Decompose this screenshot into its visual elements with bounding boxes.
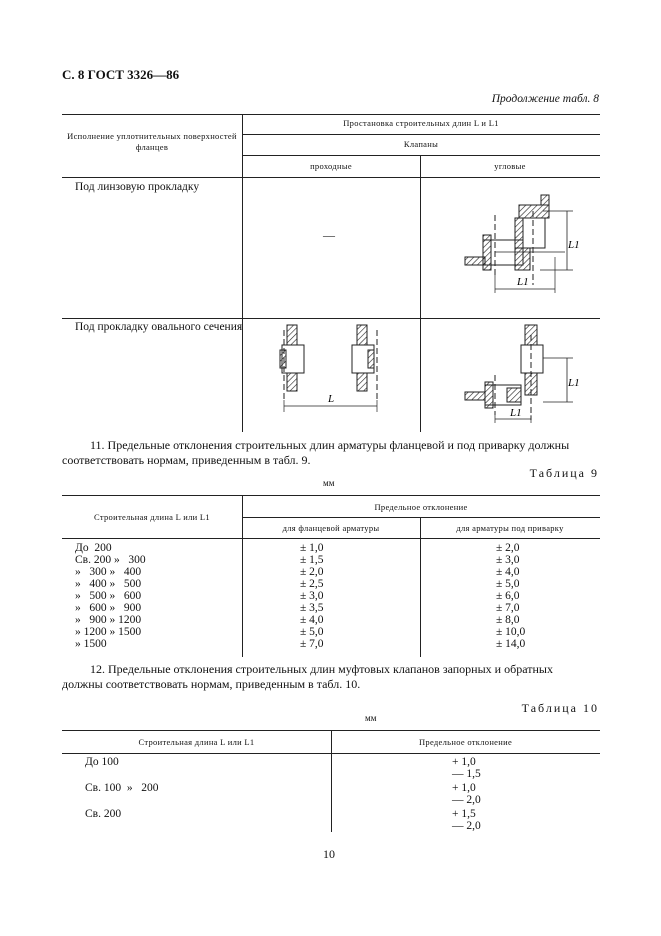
t10-row-minus: — 2,0 — [452, 794, 481, 806]
t9-col-length: Строительная длина L или L1 — [94, 512, 210, 522]
table-9-title: Таблица 9 — [529, 466, 599, 480]
dim-L1-vertical-oval: L1 — [568, 377, 580, 389]
t9-row-length: » 1500 — [75, 638, 107, 650]
t10-row-minus: — 2,0 — [452, 820, 481, 832]
t9-row-flange: ± 7,0 — [300, 638, 324, 650]
dim-L1-horizontal-oval: L1 — [510, 407, 522, 419]
t10-col-deviation: Предельное отклонение — [418, 737, 513, 747]
table-9-unit: мм — [323, 478, 335, 488]
t10-row-plus: + 1,0 — [452, 782, 476, 794]
dim-L: L — [328, 393, 335, 405]
t9-row-length: » 600 » 900 — [75, 602, 142, 614]
t10-row-plus: + 1,5 — [452, 808, 476, 820]
t9-group-header: Предельное отклонение — [374, 502, 468, 512]
paragraph-11-line-2: соответствовать нормам, приведенным в табл. 9. — [62, 453, 311, 467]
row-label-oval: Под прокладку овального сечения — [75, 321, 243, 333]
paragraph-12-line-1: 12. Предельные отклонения строительных длин муфтовых клапанов запорных и обратных — [90, 662, 553, 676]
t9-row-length: » 1200 » 1500 — [75, 626, 142, 638]
row-label-lens: Под линзовую прокладку — [75, 181, 200, 193]
paragraph-11-line-1: 11. Предельные отклонения строительных длин арматуры фланцевой и под приварку должны — [90, 438, 570, 452]
angle-valve-lens-drawing — [455, 185, 595, 305]
paragraph-12-line-2: должны соответствовать нормам, приведенным в табл. 10. — [62, 677, 361, 691]
t9-row-weld: ± 4,0 — [496, 566, 520, 578]
t9-row-length: » 400 » 500 — [75, 578, 142, 590]
page-number: 10 — [323, 847, 335, 861]
t10-row-plus: + 1,0 — [452, 756, 476, 768]
dim-L1-horizontal: L1 — [517, 276, 529, 288]
paragraph-11 — [62, 438, 602, 468]
table-10-unit: мм — [365, 713, 377, 723]
angle-valve-oval-drawing — [455, 320, 595, 425]
t9-row-weld: ± 3,0 — [496, 554, 520, 566]
straight-valve-oval-drawing — [270, 320, 405, 415]
t10-row-length: Св. 100 » 200 — [85, 782, 159, 794]
dim-L1-vertical: L1 — [568, 239, 580, 251]
t9-row-length: » 900 » 1200 — [75, 614, 142, 626]
continuation-note: Продолжение табл. 8 — [491, 93, 599, 105]
page-header: С. 8 ГОСТ 3326—86 — [62, 67, 180, 82]
t10-row-minus: — 1,5 — [452, 768, 481, 780]
subgroup-header-valves: Клапаны — [403, 139, 439, 149]
t10-col-length: Строительная длина L или L1 — [138, 737, 255, 747]
col-header-angle: угловые — [494, 161, 526, 171]
row-straight-dash: — — [323, 228, 335, 242]
t9-row-flange: ± 1,5 — [300, 554, 324, 566]
t9-row-weld: ± 6,0 — [496, 590, 520, 602]
t9-row-weld: ± 14,0 — [496, 638, 526, 650]
t9-row-length: » 300 » 400 — [75, 566, 142, 578]
t9-row-length: » 500 » 600 — [75, 590, 142, 602]
t9-row-flange: ± 2,5 — [300, 578, 324, 590]
table-10-title: Таблица 10 — [521, 701, 599, 715]
t10-row-length: До 100 — [85, 756, 119, 768]
t9-row-flange: ± 1,0 — [300, 542, 324, 554]
t9-row-length: Св. 200 » 300 — [75, 554, 146, 566]
col-header-surfaces: Исполнение уплотнительных поверхностей фланцев — [67, 131, 237, 152]
t9-row-weld: ± 5,0 — [496, 578, 520, 590]
col-header-straight: проходные — [310, 161, 352, 171]
t9-row-weld: ± 8,0 — [496, 614, 520, 626]
t10-row-length: Св. 200 — [85, 808, 122, 820]
paragraph-12 — [62, 662, 602, 692]
t9-row-flange: ± 4,0 — [300, 614, 324, 626]
t9-row-flange: ± 3,0 — [300, 590, 324, 602]
t9-row-flange: ± 3,5 — [300, 602, 324, 614]
t9-col-weld: для арматуры под приварку — [456, 523, 564, 533]
t9-row-weld: ± 10,0 — [496, 626, 526, 638]
t9-row-weld: ± 7,0 — [496, 602, 520, 614]
t9-row-flange: ± 5,0 — [300, 626, 324, 638]
t9-col-flange: для фланцевой арматуры — [282, 523, 380, 533]
t9-row-length: До 200 — [75, 542, 112, 554]
group-header-lengths: Простановка строительных длин L и L1 — [343, 118, 499, 128]
t9-row-flange: ± 2,0 — [300, 566, 324, 578]
t9-row-weld: ± 2,0 — [496, 542, 520, 554]
